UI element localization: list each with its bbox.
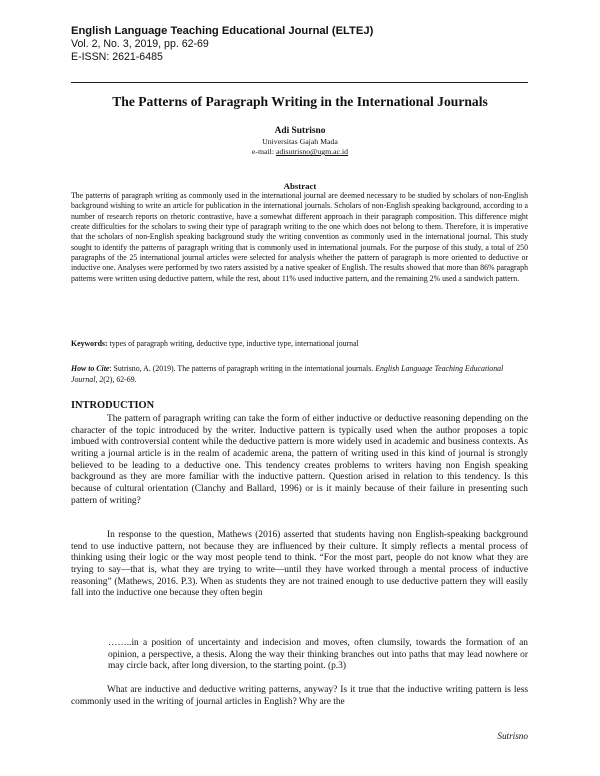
email-label: e-mail: — [251, 147, 276, 156]
how-to-cite-label: How to Cite — [71, 364, 110, 373]
keywords-label: Keywords: — [71, 339, 108, 348]
how-to-cite — [71, 364, 528, 385]
intro-paragraph-3: What are inductive and deductive writing patterns, anyway? Is it true that the inductive writing pattern is less commonly used in the writing of journal articles in English? Why are the — [71, 685, 528, 707]
journal-volume: Vol. 2, No. 3, 2019, pp. 62-69 — [71, 38, 209, 50]
abstract-heading: Abstract — [283, 181, 317, 191]
author-affiliation: Universitas Gajah Mada — [262, 137, 338, 146]
keywords — [71, 339, 528, 349]
how-to-cite-journal: English Language Teaching Educational Journal, 2 — [71, 364, 504, 384]
introduction-heading: INTRODUCTION — [71, 400, 155, 411]
intro-paragraph-1: The pattern of paragraph writing can take the form of either inductive or deductive reasoning depending on the character of the topic introduced by the writer. Inductive pattern is typically used when the author proposes a topic imbued with controversial content while the deductive pattern is more widely used in academic and business contexts. As writing a journal article is in the realm of academic arena, the pattern of writing used in this kind of journal is strongly believed to be leading to a deductive one. This tendency creates problems to writers having non Engish speaking background as they are more familiar with the inductive pattern. Question arised in relation to this tendency. Is this because of cultural orientation (Clanchy and Ballard, 1996) or is it mainly because of their failure in presenting such pattern of writing? — [71, 414, 528, 506]
block-quote: ……..in a position of uncertainty and indecision and moves, often clumsily, towards the formation of an opinion, a perspective, a thesis. Along the way their thinking branches out into paths that may lead nowhere or may circle back, after long diversion, to the starting point. (p.3) — [108, 638, 528, 672]
journal-name: English Language Teaching Educational Journal (ELTEJ) — [71, 25, 374, 37]
journal-header — [71, 24, 531, 64]
how-to-cite-text: : Sutrisno, A. (2019). The patterns of paragraph writing in the international journals. — [109, 364, 376, 373]
abstract-text: The patterns of paragraph writing as commonly used in the international journal are deemed necessary to be studied by scholars of non-English background wishing to write an article for publication in the international journals. Scholars of non-English speaking background, according to a number of research reports on rhetoric contrastive, have a somewhat different approach in their paragraph composition. This difference might create difficulties for the scholars to swing their type of paragraph writing to the one which does not belong to them. Therefore, it is imperative that the scholars of non-English speaking background study the writing convention as commonly used in the international journal. This study sought to identify the patterns of paragraph writing that is commonly used in international journals. For the purpose of this study, a total of 250 paragraphs of the 25 international journal articles were selected for analysis whether the pattern of paragraph is more oriented to deductive or inductive one. Analyses were performed by two raters assisted by a native speaker of English. The results showed that more than 86% paragraph patterns were written using deductive pattern, while the rest, about 11% used inductive pattern, and the remaining 2% used a sandwich pattern. — [71, 191, 528, 283]
header-divider — [71, 82, 528, 83]
paper-title: The Patterns of Paragraph Writing in the International Journals — [112, 94, 488, 109]
journal-issn: E-ISSN: 2621-6485 — [71, 51, 163, 63]
how-to-cite-issue: (2), 62-69. — [103, 374, 137, 384]
author-email-line — [100, 147, 500, 157]
author-block — [100, 125, 500, 157]
intro-paragraph-2: In response to the question, Mathews (2016) asserted that students having non English-speaking background tend to use inductive pattern, not because they are influenced by their culture. It simply reflects a mental process of thinking using their logic or the way most people tend to think. “For the most part, people do not know what they are trying to say—that is, what they are trying to write—until they have worked through a mental process of inductive reasoning” (Mathews, 2016. P.3). When as students they are not trained enough to use deductive pattern they will easily fall into the inductive one because they often begin — [71, 530, 528, 599]
author-email-link[interactable]: adisutrisno@ugm.ac.id — [275, 147, 349, 156]
running-footer: Sutrisno — [497, 731, 528, 741]
keywords-text: types of paragraph writing, deductive type, inductive type, international journal — [107, 339, 359, 348]
author-name: Adi Sutrisno — [274, 126, 326, 136]
